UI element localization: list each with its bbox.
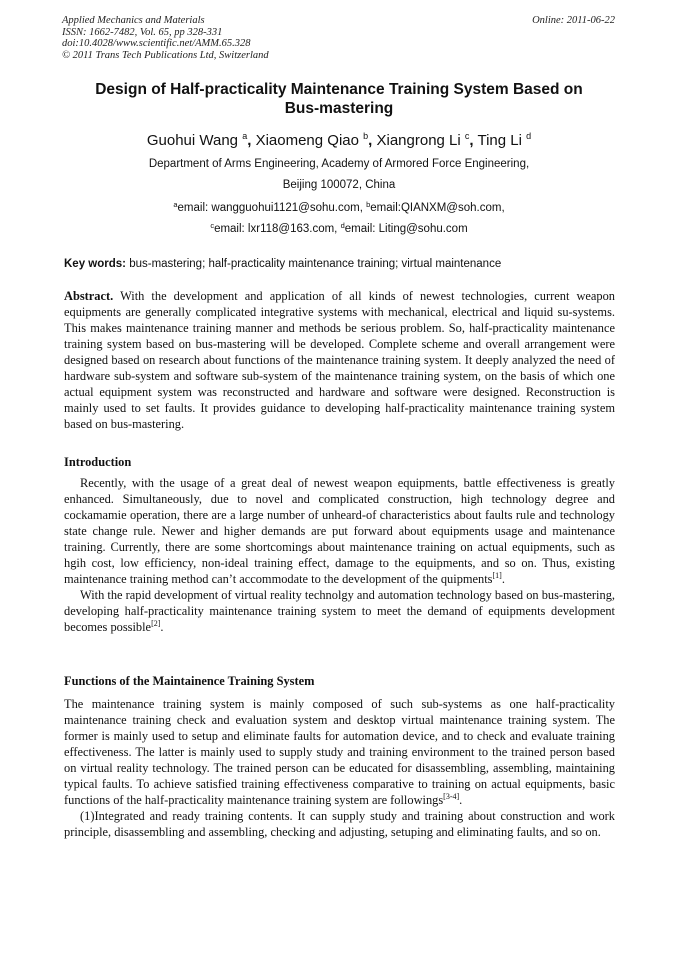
email-sup: a — [173, 200, 178, 209]
journal-issn: ISSN: 1662-7482, Vol. 65, pp 328-331 — [62, 26, 223, 38]
author-sup: a — [242, 131, 248, 141]
online-date: Online: 2011-06-22 — [532, 15, 615, 26]
author-list: Guohui Wang $^a$, Xiaomeng Qiao $^b$, Xiangrong Li $^c$, Ting Li $^d$ — [146, 131, 532, 149]
intro-p2-end: . — [160, 620, 164, 634]
keywords — [64, 258, 624, 270]
functions-paragraph-1 — [64, 696, 615, 808]
author-name: Guohui Wang — [146, 132, 239, 149]
email-b: email:QIANXM@soh.com, — [370, 202, 505, 214]
email-d: email: Liting@sohu.com — [344, 223, 468, 235]
author-sup: b — [363, 131, 369, 141]
author-name: Xiangrong Li — [376, 132, 461, 149]
func-p1-text: The maintenance training system is mainly composed of such sub-systems as one half-practicality maintenance training check and evaluation system and desktop virtual maintenance training system. The former is mainly used to setup and eliminate faults for automation device, and to check and evaluate training effectiveness. The latter is mainly used to supply study and training environment to the trained person based on virtual reality technology. The trained person can be educated for disassembling, assembling, maintaining typical faults. To achieve satisfied training effectiveness comparative to training on actual equipments, basic functions of the half-practicality maintenance training system are followings — [64, 697, 615, 807]
functions-body — [64, 696, 615, 840]
email-a: email: wangguohui1121@sohu.com, — [177, 202, 363, 214]
abstract-text: With the development and application of all kinds of newest technologies, current weapon equipments are generally complicated integrative systems with mechanical, electrical and liquid su-systems. This makes maintenance training manner and methods be serious problem. So, half-practicality maintenance training system based on bus-mastering will be developed. Complete scheme and overall arrangement were designed based on research about functions of the maintenance training system. It deeply analyzed the need of hardware sub-system and software sub-system of the maintenance training system, on the basis of which one actual equipment system was reconstructed and hardware and software were designed. Reconstruction is mainly used to set faults. It provides guidance to developing half-practicality maintenance training system based on bus-mastering. — [64, 289, 615, 431]
affiliation-line-1: Department of Arms Engineering, Academy of Armored Force Engineering, — [148, 158, 530, 170]
introduction-body — [64, 475, 615, 635]
keywords-label: Key words: — [64, 258, 126, 270]
email-sup: b — [366, 200, 371, 209]
email-c: email: lxr118@163.com, — [214, 223, 338, 235]
author-sup: d — [526, 131, 532, 141]
citation: [1] — [492, 571, 502, 580]
introduction-paragraph-2 — [64, 587, 615, 635]
citation: [2] — [151, 619, 161, 628]
author-name: Xiaomeng Qiao — [255, 132, 359, 149]
author-sup: c — [464, 131, 470, 141]
functions-paragraph-2: (1)Integrated and ready training contents. It can supply study and training about construction and work principle, disassembling and assembling, checking and adjusting, setuping and eliminating faults, and so on. — [64, 809, 615, 839]
keywords-text: bus-mastering; half-practicality maintenance training; virtual maintenance — [129, 258, 502, 270]
intro-p2-text: With the rapid development of virtual reality technolgy and automation technology based on bus-mastering, developing half-practicality maintenance training system to meet the demand of equipments development becomes possible — [64, 588, 615, 634]
journal-copyright: © 2011 Trans Tech Publications Ltd, Switzerland — [62, 49, 269, 61]
email-line-1 — [40, 200, 638, 214]
abstract — [64, 288, 615, 432]
citation: [3-4] — [443, 792, 460, 801]
title-line-1: Design of Half-practicality Maintenance Training System Based on — [95, 81, 583, 98]
func-p1-end: . — [459, 793, 463, 807]
journal-name: Applied Mechanics and Materials — [62, 15, 205, 26]
abstract-label: Abstract. — [64, 289, 114, 303]
functions-heading: Functions of the Maintainence Training System — [64, 674, 315, 688]
journal-header — [62, 15, 269, 61]
introduction-paragraph-1 — [64, 475, 615, 587]
intro-p1-text: Recently, with the usage of a great deal of newest weapon equipments, battle effectiveness is greatly enhanced. Simultaneously, due to novel and complicated construction, high technology degree and cockamamie operation, there are a large number of unheard-of characteristics about faults rule and technology state change rule. Newer and higher demands are put forward about equipments usage and maintenance training. Currently, there are some shortcomings about maintenance training on actual equipments, such as hgih cost, low efficiency, non-ideal training effect, damage to the equipments, and so on. Thus, existing maintenance training method can’t accommodate to the development of the quipments — [64, 476, 615, 586]
paper-title — [60, 80, 618, 118]
introduction-heading: Introduction — [64, 455, 132, 469]
email-line-2 — [40, 221, 638, 235]
intro-p1-end: . — [501, 572, 505, 586]
email-sup: d — [340, 221, 345, 230]
title-line-2: Bus-mastering — [284, 100, 394, 117]
author-name: Ting Li — [477, 132, 522, 149]
affiliation-line-2: Beijing 100072, China — [282, 179, 396, 191]
journal-doi: doi:10.4028/www.scientific.net/AMM.65.328 — [62, 38, 251, 49]
email-sup: c — [210, 221, 215, 230]
